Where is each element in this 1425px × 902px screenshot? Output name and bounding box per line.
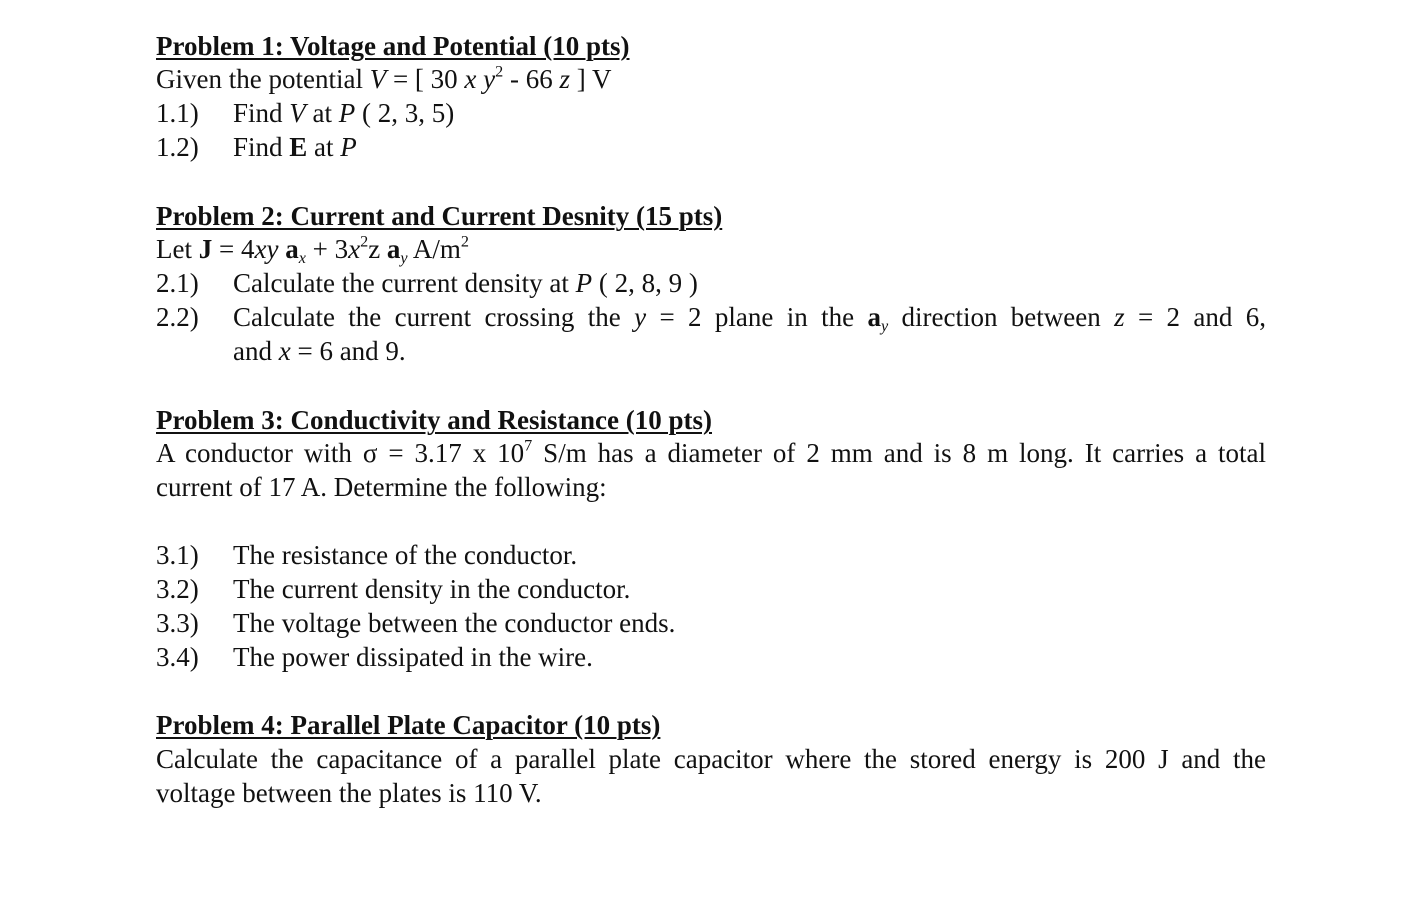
problem-3-item-3: 3.3) The voltage between the conductor ends. — [156, 608, 676, 638]
problem-2-item-2: 2.2) Calculate the current crossing the y = 2 plane in the $a_y$ direction between z = 2 and 6, — [156, 302, 1266, 335]
problem-3-text-line-2: current of 17 A. Determine the following: — [156, 472, 607, 502]
problem-1-item-2: 1.2) Find E at P — [156, 132, 357, 162]
problem-1-given: Given the potential V = [ 30 x $y^2 - 66$ z ] V — [156, 62, 612, 94]
problem-3-item-1: 3.1) The resistance of the conductor. — [156, 540, 578, 570]
problem-2-item-2-continued: and x = 6 and 9. — [233, 336, 406, 366]
problem-2-item-1: 2.1) Calculate the current density at P ( 2, 8, 9 ) — [156, 268, 698, 298]
problem-3-title: Problem 3: Conductivity and Resistance (10 pts) — [156, 405, 712, 435]
problem-1-title: Problem 1: Voltage and Potential (10 pts) — [156, 31, 630, 61]
problem-3-text-line-1: A conductor with σ = 3.17 x $10^7$ S/m has a diameter of 2 mm and is 8 m long. It carries a total — [156, 436, 1266, 468]
problem-2-given: Let J = 4xy $a_x + 3x^2z$ $a_y$ $A/m^2$ — [156, 232, 469, 267]
problem-3-item-4: 3.4) The power dissipated in the wire. — [156, 642, 593, 672]
problem-1-item-1: 1.1) Find V at P ( 2, 3, 5) — [156, 98, 455, 128]
problem-3-item-2: 3.2) The current density in the conductor. — [156, 574, 631, 604]
problem-4-title: Problem 4: Parallel Plate Capacitor (10 pts) — [156, 710, 661, 740]
problem-2-title: Problem 2: Current and Current Desnity (15 pts) — [156, 201, 723, 231]
problem-4-text-line-2: voltage between the plates is 110 V. — [156, 778, 542, 808]
problem-4-text-line-1: Calculate the capacitance of a parallel plate capacitor where the stored energy is 200 J and the — [156, 744, 1266, 774]
